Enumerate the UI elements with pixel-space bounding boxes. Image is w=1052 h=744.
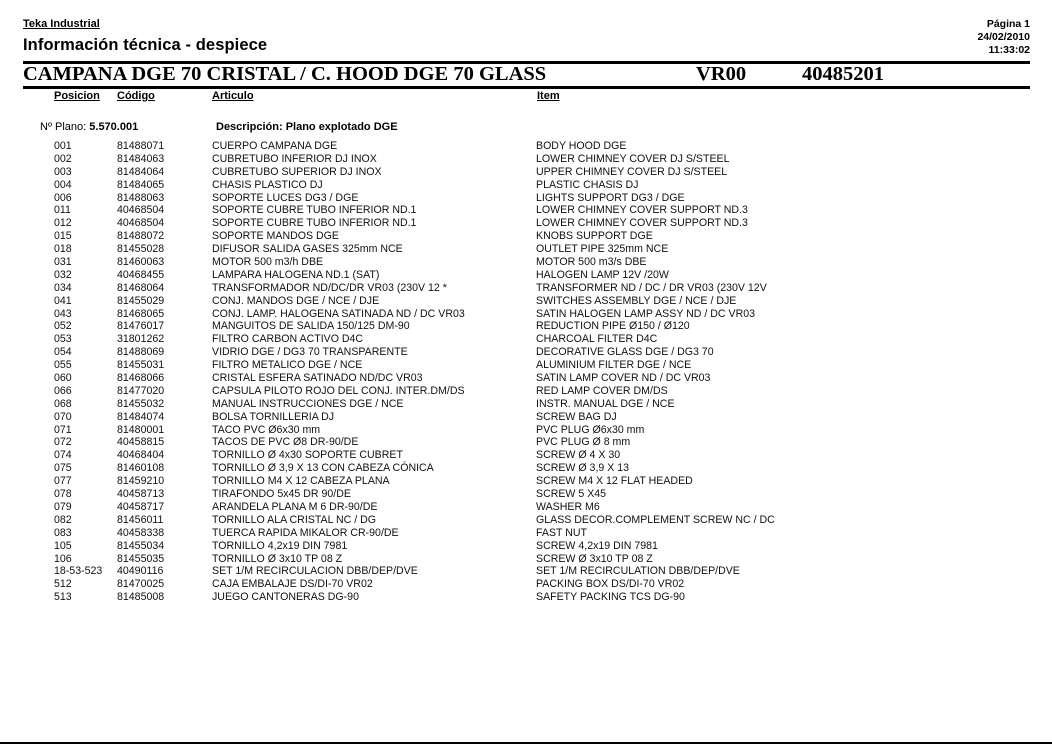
cell-position: 041 <box>54 294 72 307</box>
cell-item: RED LAMP COVER DM/DS <box>536 384 668 397</box>
cell-position: 077 <box>54 475 72 488</box>
cell-item: SCREW BAG DJ <box>536 410 617 423</box>
cell-code: 81459210 <box>117 475 165 488</box>
cell-item: SCREW Ø 3,9 X 13 <box>536 462 630 475</box>
cell-code: 81470025 <box>117 578 165 591</box>
cell-article: CUERPO CAMPANA DGE <box>212 140 338 152</box>
cell-code: 81455034 <box>117 539 165 552</box>
company-name: Teka Industrial <box>23 18 100 30</box>
table-row <box>0 256 1052 269</box>
cell-item: OUTLET PIPE 325mm NCE <box>536 243 669 256</box>
cell-item: LOWER CHIMNEY COVER DJ S/STEEL <box>536 152 730 165</box>
cell-item: SCREW Ø 3x10 TP 08 Z <box>536 552 653 565</box>
cell-article: CONJ. LAMP. HALOGENA SATINADA ND / DC VR03 <box>212 307 465 320</box>
cell-code: 81484074 <box>117 410 165 423</box>
cell-item: SAFETY PACKING TCS DG-90 <box>536 591 685 604</box>
document-title: Información técnica - despiece <box>23 36 268 54</box>
table-row <box>0 243 1052 256</box>
cell-item: SCREW 5 X45 <box>536 488 607 501</box>
cell-code: 81485008 <box>117 591 165 604</box>
cell-article: CAJA EMBALAJE DS/DI-70 VR02 <box>212 578 373 591</box>
cell-article: CAPSULA PILOTO ROJO DEL CONJ. INTER.DM/DS <box>212 384 465 397</box>
cell-item: PACKING BOX DS/DI-70 VR02 <box>536 578 685 591</box>
table-row <box>0 333 1052 346</box>
plan-description <box>216 121 398 133</box>
cell-position: 003 <box>54 165 72 178</box>
product-version: VR00 <box>696 63 747 85</box>
cell-item: DECORATIVE GLASS DGE / DG3 70 <box>536 346 714 359</box>
cell-article: SET 1/M RECIRCULACION DBB/DEP/DVE <box>212 565 418 578</box>
cell-article: TUERCA RAPIDA MIKALOR CR-90/DE <box>212 526 399 539</box>
cell-item: LOWER CHIMNEY COVER SUPPORT ND.3 <box>536 204 748 217</box>
table-row <box>0 153 1052 166</box>
cell-position: 015 <box>54 230 72 243</box>
cell-article: CRISTAL ESFERA SATINADO ND/DC VR03 <box>212 372 423 385</box>
cell-item: PLASTIC CHASIS DJ <box>536 178 639 191</box>
table-row <box>0 372 1052 385</box>
cell-position: 070 <box>54 410 72 423</box>
cell-code: 40468504 <box>117 204 165 217</box>
table-row <box>0 398 1052 411</box>
cell-position: 031 <box>54 256 72 269</box>
cell-article: SOPORTE MANDOS DGE <box>212 230 339 243</box>
cell-position: 068 <box>54 397 72 410</box>
cell-position: 106 <box>54 552 72 565</box>
cell-item: SATIN HALOGEN LAMP ASSY ND / DC VR03 <box>536 307 756 320</box>
column-header-position: Posicion <box>54 90 100 102</box>
table-row <box>0 462 1052 475</box>
cell-code: 81484065 <box>117 178 165 191</box>
cell-item: PVC PLUG Ø6x30 mm <box>536 423 645 436</box>
table-row <box>0 269 1052 282</box>
cell-position: 079 <box>54 500 72 513</box>
cell-code: 40458713 <box>117 488 165 501</box>
cell-position: 032 <box>54 268 72 281</box>
cell-item: KNOBS SUPPORT DGE <box>536 230 653 243</box>
cell-item: TRANSFORMER ND / DC / DR VR03 (230V 12V <box>536 281 767 294</box>
cell-article: DIFUSOR SALIDA GASES 325mm NCE <box>212 243 403 256</box>
cell-code: 81488072 <box>117 230 165 243</box>
cell-position: 512 <box>54 578 72 591</box>
plan-number-value: 5.570.001 <box>89 121 139 133</box>
cell-position: 513 <box>54 591 72 604</box>
header-rule-bottom <box>23 86 1030 89</box>
parts-table <box>0 140 1052 604</box>
cell-position: 002 <box>54 152 72 165</box>
cell-article: TORNILLO ALA CRISTAL NC / DG <box>212 513 377 526</box>
column-header-item: Item <box>537 90 560 102</box>
cell-position: 071 <box>54 423 72 436</box>
plan-number <box>40 121 138 133</box>
cell-article: TORNILLO Ø 3x10 TP 08 Z <box>212 552 343 565</box>
cell-article: SOPORTE CUBRE TUBO INFERIOR ND.1 <box>212 217 417 230</box>
cell-article: BOLSA TORNILLERIA DJ <box>212 410 335 423</box>
cell-article: CUBRETUBO SUPERIOR DJ INOX <box>212 165 382 178</box>
cell-code: 81468066 <box>117 372 165 385</box>
cell-item: WASHER M6 <box>536 500 600 513</box>
cell-code: 40458338 <box>117 526 165 539</box>
cell-position: 053 <box>54 333 72 346</box>
cell-item: HALOGEN LAMP 12V /20W <box>536 268 669 281</box>
cell-article: FILTRO METALICO DGE / NCE <box>212 359 363 372</box>
cell-article: TORNILLO Ø 4x30 SOPORTE CUBRET <box>212 449 403 462</box>
table-row <box>0 501 1052 514</box>
cell-code: 81460063 <box>117 256 165 269</box>
cell-position: 060 <box>54 372 72 385</box>
cell-code: 40458717 <box>117 500 165 513</box>
cell-position: 075 <box>54 462 72 475</box>
cell-position: 082 <box>54 513 72 526</box>
table-row <box>0 204 1052 217</box>
cell-position: 006 <box>54 191 72 204</box>
cell-item: FAST NUT <box>536 526 588 539</box>
cell-item: LIGHTS SUPPORT DG3 / DGE <box>536 191 685 204</box>
cell-article: TACOS DE PVC Ø8 DR-90/DE <box>212 436 359 449</box>
cell-code: 81488069 <box>117 346 165 359</box>
table-row <box>0 411 1052 424</box>
cell-position: 105 <box>54 539 72 552</box>
cell-code: 40468404 <box>117 449 165 462</box>
cell-code: 81455028 <box>117 243 165 256</box>
cell-position: 078 <box>54 488 72 501</box>
cell-position: 012 <box>54 217 72 230</box>
cell-item: MOTOR 500 m3/s DBE <box>536 256 647 269</box>
page-number: Página 1 <box>986 18 1030 30</box>
cell-code: 40468455 <box>117 268 165 281</box>
cell-code: 81468064 <box>117 281 165 294</box>
cell-article: TORNILLO Ø 3,9 X 13 CON CABEZA CÓNICA <box>212 462 434 475</box>
print-time: 11:33:02 <box>988 44 1030 56</box>
cell-article: FILTRO CARBON ACTIVO D4C <box>212 333 364 346</box>
cell-position: 018 <box>54 243 72 256</box>
cell-code: 81476017 <box>117 320 165 333</box>
cell-code: 81480001 <box>117 423 165 436</box>
cell-article: VIDRIO DGE / DG3 70 TRANSPARENTE <box>212 346 408 359</box>
table-row <box>0 295 1052 308</box>
cell-article: CONJ. MANDOS DGE / NCE / DJE <box>212 294 380 307</box>
cell-code: 81484063 <box>117 152 165 165</box>
cell-code: 81455029 <box>117 294 165 307</box>
cell-article: JUEGO CANTONERAS DG-90 <box>212 591 359 604</box>
print-date: 24/02/2010 <box>977 31 1030 43</box>
cell-item: UPPER CHIMNEY COVER DJ S/STEEL <box>536 165 728 178</box>
cell-position: 18-53-523 <box>54 565 103 578</box>
product-name: CAMPANA DGE 70 CRISTAL / C. HOOD DGE 70 GLASS <box>23 63 547 85</box>
cell-position: 074 <box>54 449 72 462</box>
plan-description-label: Descripción: <box>216 121 286 133</box>
cell-code: 81468065 <box>117 307 165 320</box>
cell-code: 40468504 <box>117 217 165 230</box>
cell-article: SOPORTE LUCES DG3 / DGE <box>212 191 359 204</box>
cell-code: 31801262 <box>117 333 165 346</box>
cell-position: 043 <box>54 307 72 320</box>
table-row <box>0 449 1052 462</box>
cell-article: TACO PVC Ø6x30 mm <box>212 423 321 436</box>
table-row <box>0 359 1052 372</box>
cell-article: TORNILLO M4 X 12 CABEZA PLANA <box>212 475 390 488</box>
cell-code: 81484064 <box>117 165 165 178</box>
table-row <box>0 166 1052 179</box>
cell-code: 40490116 <box>117 565 164 578</box>
table-row <box>0 553 1052 566</box>
cell-item: SWITCHES ASSEMBLY DGE / NCE / DJE <box>536 294 737 307</box>
product-code: 40485201 <box>802 63 884 85</box>
table-row <box>0 140 1052 153</box>
table-row <box>0 591 1052 604</box>
cell-article: LAMPARA HALOGENA ND.1 (SAT) <box>212 268 380 281</box>
cell-code: 81455032 <box>117 397 165 410</box>
table-row <box>0 230 1052 243</box>
cell-item: ALUMINIUM FILTER DGE / NCE <box>536 359 692 372</box>
plan-description-value: Plano explotado DGE <box>285 121 398 133</box>
table-row <box>0 346 1052 359</box>
table-row <box>0 565 1052 578</box>
table-row <box>0 540 1052 553</box>
cell-article: SOPORTE CUBRE TUBO INFERIOR ND.1 <box>212 204 417 217</box>
plan-number-label: Nº Plano: <box>40 121 90 133</box>
cell-item: BODY HOOD DGE <box>536 140 627 152</box>
table-row <box>0 488 1052 501</box>
cell-position: 004 <box>54 178 72 191</box>
cell-code: 81460108 <box>117 462 165 475</box>
cell-position: 066 <box>54 384 72 397</box>
cell-position: 072 <box>54 436 72 449</box>
cell-position: 054 <box>54 346 72 359</box>
cell-item: SATIN LAMP COVER ND / DC VR03 <box>536 372 711 385</box>
table-row <box>0 308 1052 321</box>
cell-item: CHARCOAL FILTER D4C <box>536 333 658 346</box>
table-row <box>0 282 1052 295</box>
cell-article: MOTOR 500 m3/h DBE <box>212 256 324 269</box>
table-row <box>0 192 1052 205</box>
cell-item: SCREW M4 X 12 FLAT HEADED <box>536 475 693 488</box>
cell-code: 81455031 <box>117 359 165 372</box>
table-row <box>0 217 1052 230</box>
column-header-code: Código <box>117 90 155 102</box>
cell-code: 81477020 <box>117 384 165 397</box>
cell-item: SCREW 4,2x19 DIN 7981 <box>536 539 658 552</box>
cell-position: 083 <box>54 526 72 539</box>
cell-code: 81455035 <box>117 552 165 565</box>
cell-position: 052 <box>54 320 72 333</box>
column-header-article: Articulo <box>212 90 254 102</box>
cell-code: 40458815 <box>117 436 165 449</box>
cell-position: 001 <box>54 140 72 152</box>
cell-item: PVC PLUG Ø 8 mm <box>536 436 631 449</box>
cell-item: INSTR. MANUAL DGE / NCE <box>536 397 675 410</box>
table-row <box>0 475 1052 488</box>
table-row <box>0 514 1052 527</box>
cell-article: CHASIS PLASTICO DJ <box>212 178 323 191</box>
cell-item: SET 1/M RECIRCULATION DBB/DEP/DVE <box>536 565 740 578</box>
cell-position: 034 <box>54 281 72 294</box>
cell-code: 81488071 <box>117 140 165 152</box>
table-row <box>0 578 1052 591</box>
cell-article: TIRAFONDO 5x45 DR 90/DE <box>212 488 351 501</box>
cell-article: MANGUITOS DE SALIDA 150/125 DM-90 <box>212 320 410 333</box>
cell-position: 055 <box>54 359 72 372</box>
table-row <box>0 320 1052 333</box>
cell-position: 011 <box>54 204 71 217</box>
table-row <box>0 527 1052 540</box>
cell-article: CUBRETUBO INFERIOR DJ INOX <box>212 152 377 165</box>
cell-item: SCREW Ø 4 X 30 <box>536 449 621 462</box>
cell-item: REDUCTION PIPE Ø150 / Ø120 <box>536 320 690 333</box>
cell-code: 81456011 <box>117 513 164 526</box>
cell-article: ARANDELA PLANA M 6 DR-90/DE <box>212 500 378 513</box>
table-row <box>0 436 1052 449</box>
cell-item: LOWER CHIMNEY COVER SUPPORT ND.3 <box>536 217 748 230</box>
table-row <box>0 424 1052 437</box>
table-row <box>0 179 1052 192</box>
cell-item: GLASS DECOR.COMPLEMENT SCREW NC / DC <box>536 513 775 526</box>
table-row <box>0 385 1052 398</box>
cell-article: MANUAL INSTRUCCIONES DGE / NCE <box>212 397 404 410</box>
cell-code: 81488063 <box>117 191 165 204</box>
cell-article: TORNILLO 4,2x19 DIN 7981 <box>212 539 348 552</box>
cell-article: TRANSFORMADOR ND/DC/DR VR03 (230V 12 * <box>212 281 447 294</box>
